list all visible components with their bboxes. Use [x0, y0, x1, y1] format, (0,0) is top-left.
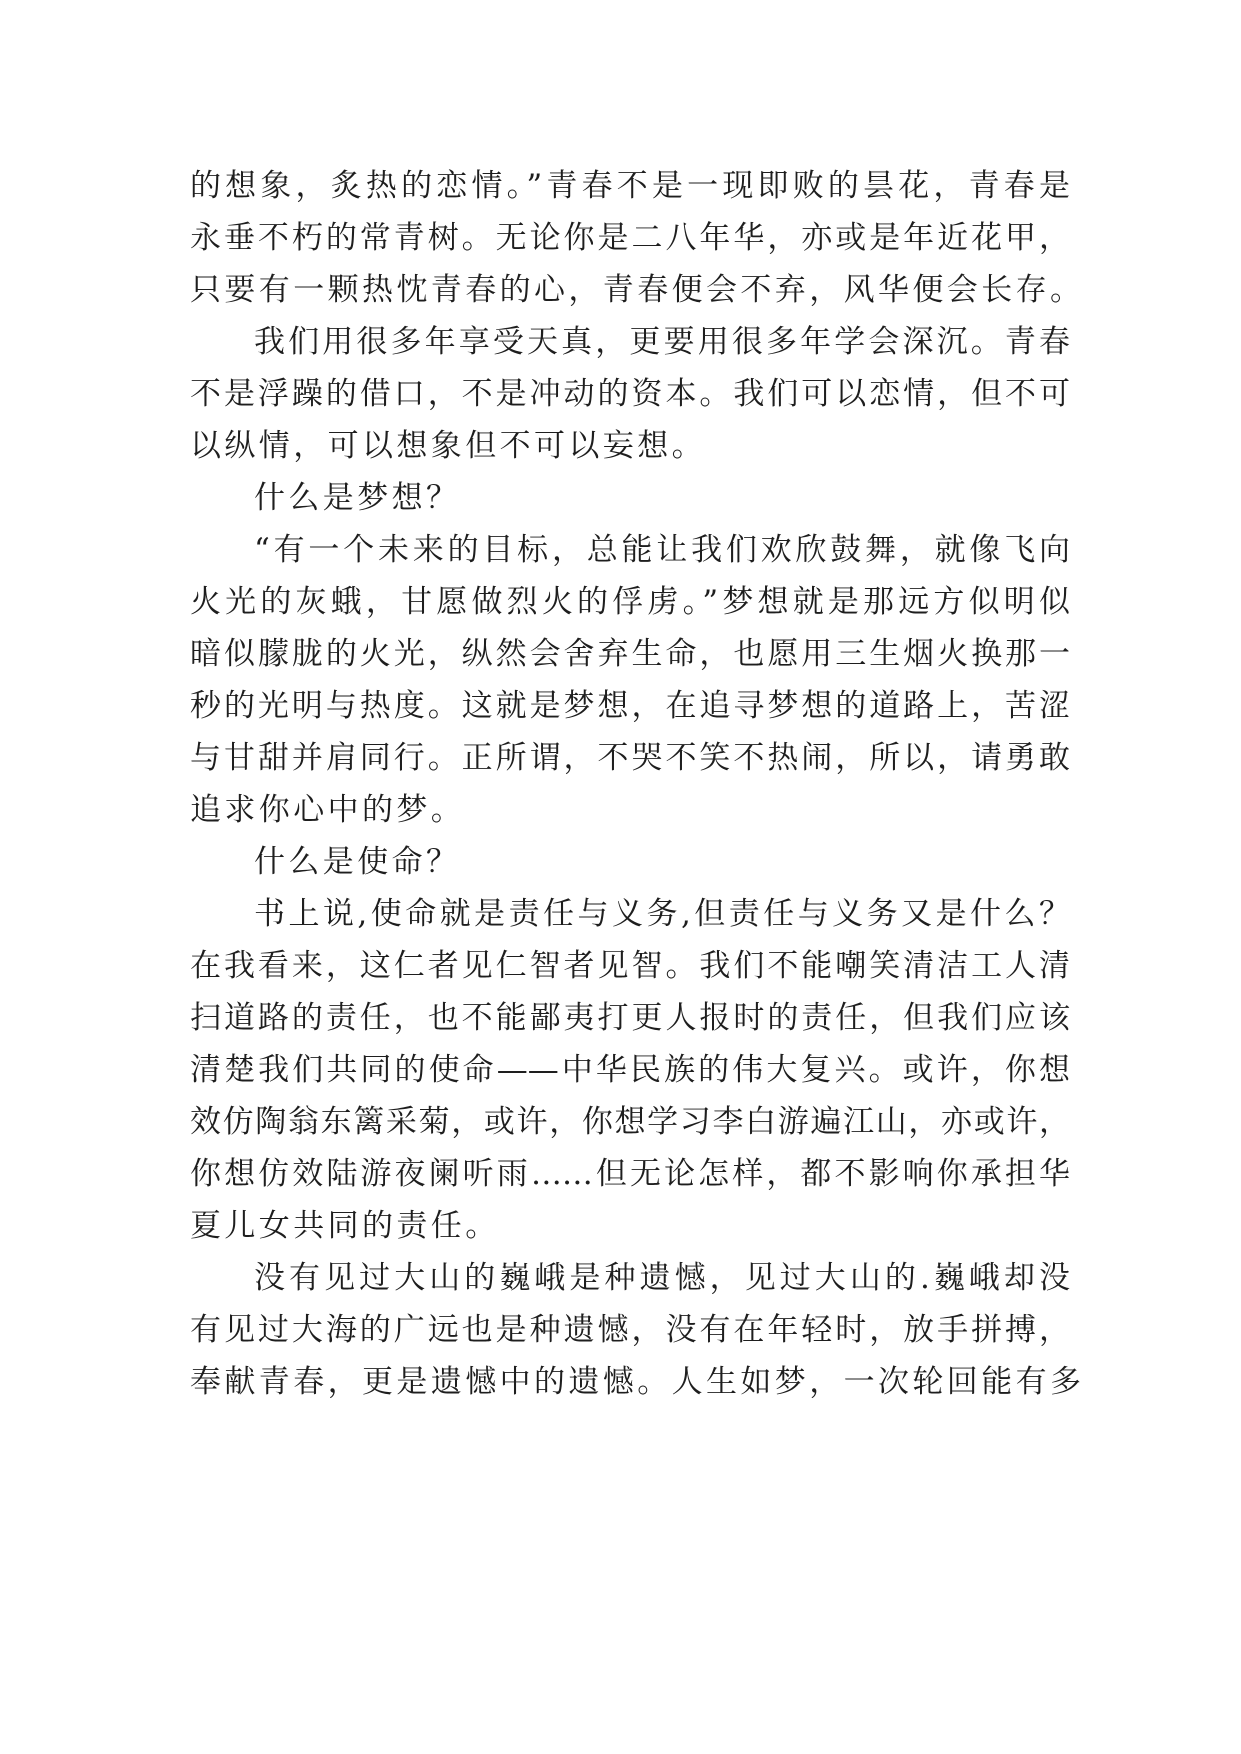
text-line: 什么是梦想？	[254, 480, 461, 516]
text-line: 以纵情，可以想象但不可以妄想。	[190, 428, 706, 464]
text-line: 效仿陶翁东篱采菊，或许，你想学习李白游遍江山，亦或许，	[190, 1104, 1070, 1140]
text-line: 不是浮躁的借口，不是冲动的资本。我们可以恋情，但不可	[190, 376, 1070, 412]
body-text	[190, 160, 1085, 1408]
text-line: 你想仿效陆游夜阑听雨……但无论怎样，都不影响你承担华	[190, 1156, 1070, 1192]
paragraph-mission	[190, 888, 1070, 1252]
text-line: 没有见过大山的巍峨是种遗憾，见过大山的.巍峨却没	[254, 1260, 1070, 1296]
text-line: 秒的光明与热度。这就是梦想，在追寻梦想的道路上，苦涩	[190, 688, 1070, 724]
paragraph-dream	[190, 524, 1070, 836]
text-line: 永垂不朽的常青树。无论你是二八年华，亦或是年近花甲，	[190, 220, 1070, 256]
paragraph-youth-evergreen	[190, 160, 1085, 316]
heading-what-is-mission	[190, 836, 1070, 888]
text-line: 有见过大海的广远也是种遗憾，没有在年轻时，放手拼搏，	[190, 1312, 1070, 1348]
text-line: 追求你心中的梦。	[190, 792, 466, 828]
text-line: 只要有一颗热忱青春的心，青春便会不弃，风华便会长存。	[190, 272, 1085, 308]
text-line: 暗似朦胧的火光，纵然会舍弃生命，也愿用三生烟火换那一	[190, 636, 1070, 672]
heading-what-is-dream	[190, 472, 1070, 524]
paragraph-regret	[190, 1252, 1085, 1408]
text-line: “有一个未来的目标，总能让我们欢欣鼓舞，就像飞向	[254, 532, 1070, 568]
text-line: 奉献青春，更是遗憾中的遗憾。人生如梦，一次轮回能有多	[190, 1364, 1085, 1400]
text-line: 什么是使命？	[254, 844, 461, 880]
text-line: 与甘甜并肩同行。正所谓，不哭不笑不热闹，所以，请勇敢	[190, 740, 1070, 776]
text-line: 夏儿女共同的责任。	[190, 1208, 500, 1244]
text-line: 的想象，炙热的恋情。”青春不是一现即败的昙花，青春是	[190, 168, 1070, 204]
paragraph-innocence-depth	[190, 316, 1070, 472]
text-line: 扫道路的责任，也不能鄙夷打更人报时的责任，但我们应该	[190, 1000, 1070, 1036]
text-line: 书上说,使命就是责任与义务,但责任与义务又是什么？	[254, 896, 1070, 932]
text-line: 在我看来，这仁者见仁智者见智。我们不能嘲笑清洁工人清	[190, 948, 1070, 984]
text-line: 火光的灰蛾，甘愿做烈火的俘虏。”梦想就是那远方似明似	[190, 584, 1070, 620]
text-line: 我们用很多年享受天真，更要用很多年学会深沉。青春	[254, 324, 1070, 360]
text-line: 清楚我们共同的使命——中华民族的伟大复兴。或许，你想	[190, 1052, 1070, 1088]
